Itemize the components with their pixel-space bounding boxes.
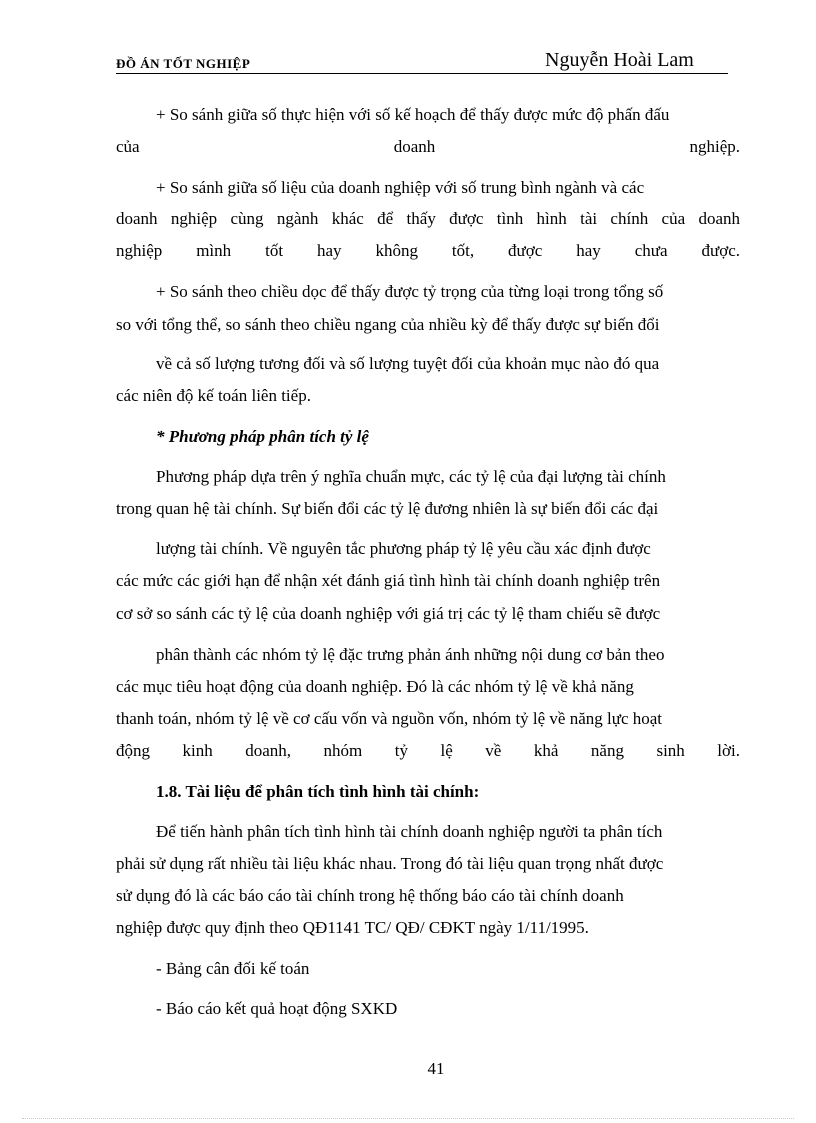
text-line: phân thành các nhóm tỷ lệ đặc trưng phản ánh những nội dung cơ bản theo	[156, 645, 665, 664]
section-heading: 1.8. Tài liệu để phân tích tình hình tài chính:	[156, 782, 480, 801]
text-line: nghiệp được quy định theo QĐ1141 TC/ QĐ/ CĐKT ngày 1/11/1995.	[116, 918, 589, 937]
text-line: Để tiến hành phân tích tình hình tài chính doanh nghiệp người ta phân tích	[156, 822, 663, 841]
page-number: 41	[427, 1059, 445, 1078]
section-subheading: * Phương pháp phân tích tỷ lệ	[156, 427, 369, 446]
text-line: trong quan hệ tài chính. Sự biến đổi các tỷ lệ đương nhiên là sự biến đổi các đại	[116, 499, 659, 518]
text-line: về cả số lượng tương đối và số lượng tuyệt đối của khoản mục nào đó qua	[156, 354, 660, 373]
text-line: so với tổng thể, so sánh theo chiều ngang của nhiều kỳ để thấy được sự biến đổi	[116, 315, 660, 334]
text-line: sử dụng đó là các báo cáo tài chính trong hệ thống báo cáo tài chính doanh	[116, 886, 624, 905]
text-line: động kinh doanh, nhóm tỷ lệ về khả năng sinh lời.	[116, 741, 740, 760]
text-line: nghiệp mình tốt hay không tốt, được hay chưa được.	[116, 241, 740, 260]
text-line: phải sử dụng rất nhiều tài liệu khác nhau. Trong đó tài liệu quan trọng nhất được	[116, 854, 664, 873]
page-bottom-border	[22, 1118, 794, 1119]
text-line: + So sánh giữa số thực hiện với số kế hoạch để thấy được mức độ phấn đấu	[156, 105, 670, 124]
text-line: cơ sở so sánh các tỷ lệ của doanh nghiệp với giá trị các tỷ lệ tham chiếu sẽ được	[116, 604, 661, 623]
header-divider	[116, 73, 728, 74]
text-line: lượng tài chính. Về nguyên tắc phương pháp tỷ lệ yêu cầu xác định được	[156, 539, 651, 558]
header-author-name: Nguyễn Hoài Lam	[545, 49, 694, 71]
text-line: + So sánh giữa số liệu của doanh nghiệp với số trung bình ngành và các	[156, 178, 645, 197]
text-line: của doanh nghiệp.	[116, 137, 740, 156]
text-line: doanh nghiệp cùng ngành khác để thấy được tình hình tài chính của doanh	[116, 209, 740, 228]
text-line: + So sánh theo chiều dọc để thấy được tỷ trọng của từng loại trong tổng số	[156, 282, 664, 301]
text-line: Phương pháp dựa trên ý nghĩa chuẩn mực, các tỷ lệ của đại lượng tài chính	[156, 467, 666, 486]
text-line: các mức các giới hạn để nhận xét đánh giá tình hình tài chính doanh nghiệp trên	[116, 571, 661, 590]
text-line: thanh toán, nhóm tỷ lệ về cơ cấu vốn và nguồn vốn, nhóm tỷ lệ về năng lực hoạt	[116, 709, 663, 728]
list-item: - Bảng cân đối kế toán	[156, 959, 310, 978]
list-item: - Báo cáo kết quả hoạt động SXKD	[156, 999, 398, 1018]
header-document-type: ĐỒ ÁN TỐT NGHIỆP	[116, 56, 251, 71]
text-line: các niên độ kế toán liên tiếp.	[116, 386, 311, 405]
text-line: các mục tiêu hoạt động của doanh nghiệp. Đó là các nhóm tỷ lệ về khả năng	[116, 677, 634, 696]
